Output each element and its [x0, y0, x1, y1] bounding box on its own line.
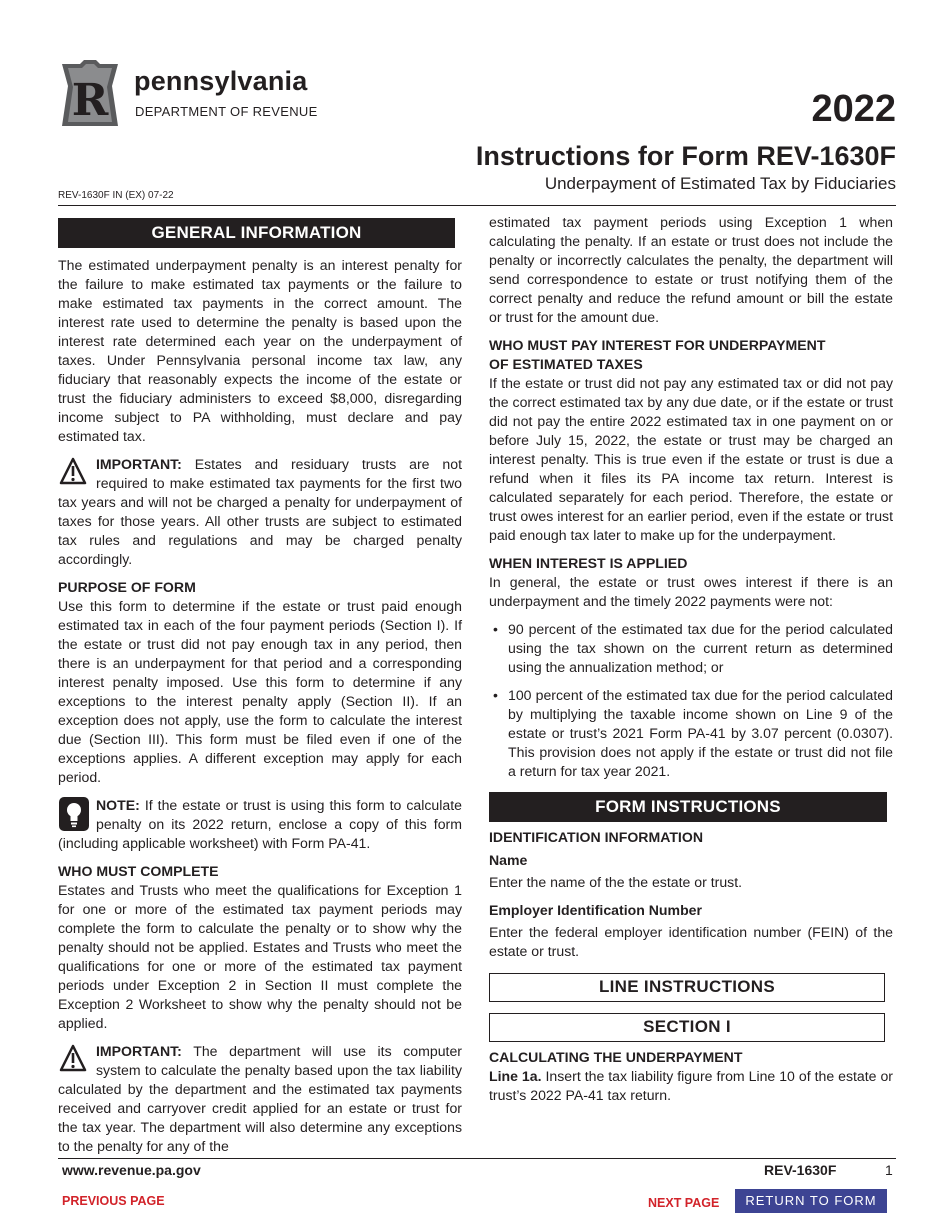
left-column — [58, 218, 462, 1156]
interest-text: If the estate or trust did not pay any estimated tax or did not pay the correct estimated tax by any due date, or if the estate or trust did not pay the entire 2022 estimated tax in one payment on or before July 15, 2022, the estate or trust may be charged an interest penalty. This is true even if the estate or trust is due a refund when it files its PA income tax return. Interest is calculated separately for each period. Therefore, the estate or trust owes interest for an earlier period, even if the estate or trust paid enough tax later to make up for the underpayment. — [489, 375, 893, 543]
name-heading: Name — [489, 852, 528, 868]
page-title: Instructions for Form REV-1630F — [475, 141, 896, 171]
continued-text: estimated tax payment periods using Exception 1 when calculating the penalty. If an estate or trust does not include the penalty or incorrectly calculates the penalty, the department will send correspondence to estate or trust notifying them of the correct penalty and reduce the refund amount or bill the estate or trust for the amount due. — [489, 214, 893, 325]
lightbulb-icon — [58, 796, 92, 834]
warning-icon — [58, 1042, 92, 1080]
footer-website: www.revenue.pa.gov — [62, 1162, 201, 1178]
purpose-heading: PURPOSE OF FORM — [58, 579, 196, 595]
general-information-heading: GENERAL INFORMATION — [58, 218, 455, 248]
tax-year: 2022 — [811, 88, 896, 130]
important-text: The department will use its computer system to calculate the penalty based upon the tax liability calculated by the department and the estimated tax payments received and carryover credit applied for an estate or trust for the tax year. The department will also determine any exceptions to the penalty for any of the — [58, 1043, 462, 1154]
page-subtitle: Underpayment of Estimated Tax by Fiduciaries — [544, 174, 896, 193]
form-code: REV-1630F IN (EX) 07-22 — [58, 190, 174, 201]
note-label: NOTE: — [96, 797, 140, 813]
footer-divider — [58, 1158, 896, 1159]
important-label: IMPORTANT: — [96, 456, 182, 472]
important-callout-2 — [58, 1042, 462, 1156]
important-text: Estates and residuary trusts are not required to make estimated tax payments for the first two tax years and will not be charged a penalty for underpayment of taxes for those years. All other trusts are subject to estimated tax rules and regulations and may be charged penalty accordingly. — [58, 456, 462, 567]
important-callout-1 — [58, 455, 462, 569]
calculating-underpayment-heading: CALCULATING THE UNDERPAYMENT — [489, 1049, 743, 1065]
conditions-list — [489, 620, 893, 781]
brand-name: pennsylvania — [134, 66, 308, 96]
form-instructions-heading: FORM INSTRUCTIONS — [489, 792, 887, 822]
name-text: Enter the name of the the estate or trust. — [489, 874, 743, 890]
identification-heading: IDENTIFICATION INFORMATION — [489, 829, 703, 845]
interest-heading-line-1: WHO MUST PAY INTEREST FOR UNDERPAYMENT — [489, 337, 826, 353]
previous-page-link[interactable]: PREVIOUS PAGE — [62, 1194, 165, 1208]
header-divider — [58, 205, 896, 206]
return-to-form-button[interactable]: RETURN TO FORM — [735, 1189, 887, 1213]
list-item: • 90 percent of the estimated tax due for the period calculated using the tax shown on the current return as determined using the annualization method; or — [489, 620, 893, 677]
svg-text:R: R — [71, 75, 109, 126]
ein-heading: Employer Identification Number — [489, 902, 703, 918]
when-interest-applied-text: In general, the estate or trust owes interest if there is an underpayment and the timely 2022 payments were not: — [489, 574, 893, 609]
warning-icon — [58, 455, 92, 493]
when-interest-applied-heading: WHEN INTEREST IS APPLIED — [489, 555, 688, 571]
line-1a-text: Insert the tax liability figure from Line 10 of the estate or trust’s 2022 PA-41 tax return. — [489, 1068, 893, 1103]
next-page-link[interactable]: NEXT PAGE — [648, 1196, 720, 1210]
note-text: If the estate or trust is using this form to calculate penalty on its 2022 return, enclose a copy of this form (including applicable worksheet) with Form PA-41. — [58, 797, 462, 851]
important-label: IMPORTANT: — [96, 1043, 182, 1059]
keystone-logo-icon — [58, 60, 122, 128]
page-number: 1 — [885, 1162, 893, 1178]
note-callout — [58, 796, 462, 853]
footer-form-code: REV-1630F — [764, 1162, 837, 1178]
brand-department: DEPARTMENT OF REVENUE — [135, 104, 318, 119]
right-column — [489, 213, 893, 1105]
section-i-heading: SECTION I — [489, 1013, 885, 1042]
interest-heading-line-2: OF ESTIMATED TAXES — [489, 356, 643, 372]
ein-text: Enter the federal employer identification number (FEIN) of the estate or trust. — [489, 924, 893, 959]
line-instructions-heading: LINE INSTRUCTIONS — [489, 973, 885, 1002]
who-must-complete-text: Estates and Trusts who meet the qualifications for Exception 1 for one or more of the estimated tax payment periods may complete the form to calculate the penalty or to show why the penalty should not be applied. Estates and Trusts who meet the qualifications for one or more of the estimated tax payment periods under Exception 2 in Section II must complete the Exception 2 Worksheet to show why the penalty should not be applied. — [58, 882, 462, 1031]
line-1a-label: Line 1a. — [489, 1068, 542, 1084]
general-information-text: The estimated underpayment penalty is an interest penalty for the failure to make estimated tax payments or the failure to make estimated tax payments in the correct amount. The interest rate used to determine the penalty is based upon the interest rate determined each year on the underpayment of taxes. Under Pennsylvania personal income tax law, any fiduciary that reasonably expects the income of the estate or trust the fiduciary administers to exceed $8,000, disregarding income subject to PA withholding, must declare and pay estimated tax. — [58, 257, 462, 444]
list-item: • 100 percent of the estimated tax due for the period calculated by multiplying the taxable income shown on Line 9 of the estate or trust’s 2021 Form PA-41 by 3.07 percent (0.0307). This provision does not apply if the estate or trust did not file a return for tax year 2021. — [489, 686, 893, 781]
who-must-complete-heading: WHO MUST COMPLETE — [58, 863, 219, 879]
purpose-text: Use this form to determine if the estate or trust paid enough estimated tax in each of the four payment periods (Section I). If the estate or trust did not pay enough tax in any period, then there is an underpayment for that period and a corresponding interest penalty imposed. Use this form to determine if any exceptions to the interest penalty apply (Section II). If an exception does not apply, use the form to calculate the interest due (Section III). This form must be filed even if one of the exceptions applies. A different exception may apply for each period. — [58, 598, 462, 785]
